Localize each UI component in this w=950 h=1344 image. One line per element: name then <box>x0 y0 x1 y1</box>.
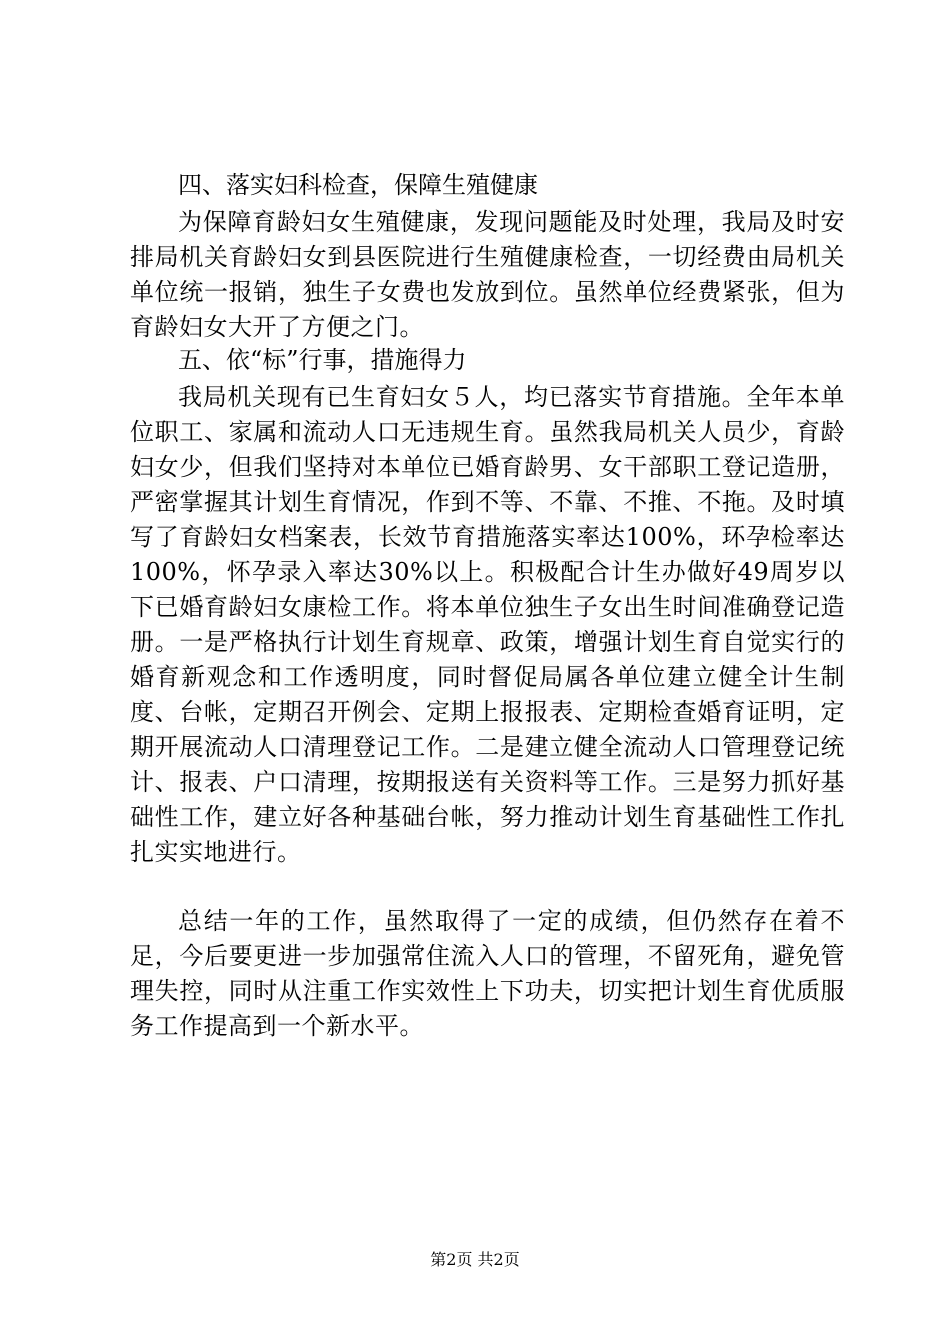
summary-paragraph: 总结一年的工作，虽然取得了一定的成绩，但仍然存在着不足，今后要更进一步加强常住流入人口的管理，不留死角，避免管理失控，同时从注重工作实效性上下功夫，切实把计划生育优质服务工作提高到一个新水平。 <box>130 907 845 1040</box>
page-number-footer: 第2页 共2页 <box>430 1250 520 1269</box>
section-heading-4: 四、落实妇科检查，保障生殖健康 <box>178 171 538 199</box>
section-heading-5: 五、依“标”行事，措施得力 <box>178 346 467 374</box>
document-body <box>130 170 845 1044</box>
paragraph-spacer <box>130 870 845 904</box>
section-paragraph-4: 为保障育龄妇女生殖健康，发现问题能及时处理，我局及时安排局机关育龄妇女到县医院进行生殖健康检查，一切经费由局机关单位统一报销，独生子女费也发放到位。虽然单位经费紧张，但为育龄妇女大开了方便之门。 <box>130 208 845 341</box>
section-paragraph-5: 我局机关现有已生育妇女５人，均已落实节育措施。全年本单位职工、家属和流动人口无违规生育。虽然我局机关人员少，育龄妇女少，但我们坚持对本单位已婚育龄男、女干部职工登记造册，严密掌握其计划生育情况，作到不等、不靠、不推、不拖。及时填写了育龄妇女档案表，长效节育措施落实率达100%，环孕检率达100%，怀孕录入率达30%以上。积极配合计生办做好49周岁以下已婚育龄妇女康检工作。将本单位独生子女出生时间准确登记造册。一是严格执行计划生育规章、政策，增强计划生育自觉实行的婚育新观念和工作透明度，同时督促局属各单位建立健全计生制度、台帐，定期召开例会、定期上报报表、定期检查婚育证明，定期开展流动人口清理登记工作。二是建立健全流动人口管理登记统计、报表、户口清理，按期报送有关资料等工作。三是努力抓好基础性工作，建立好各种基础台帐，努力推动计划生育基础性工作扎扎实实地进行。 <box>130 383 845 866</box>
